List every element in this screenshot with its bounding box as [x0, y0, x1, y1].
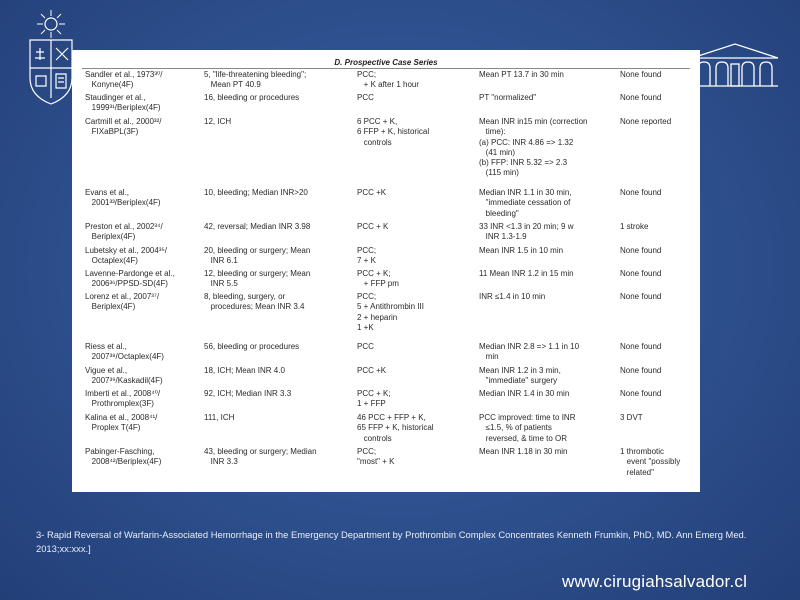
study-cell: Imberti et al., 2008⁴⁰/ Prothromplex(3F)	[85, 389, 161, 409]
patients-cell: 92, ICH; Median INR 3.3	[204, 389, 292, 398]
patients-cell: 12, ICH	[204, 117, 232, 126]
complication-cell: None reported	[620, 117, 672, 126]
treatment-cell: PCC	[357, 342, 374, 351]
treatment-cell: PCC; + K after 1 hour	[357, 70, 420, 90]
patients-cell: 42, reversal; Median INR 3.98	[204, 222, 311, 231]
case-series-table	[72, 50, 700, 492]
result-cell: 33 INR <1.3 in 20 min; 9 w INR 1.3-1.9	[479, 222, 574, 242]
result-cell: PT "normalized"	[479, 93, 537, 102]
result-cell: INR ≤1.4 in 10 min	[479, 292, 546, 301]
result-cell: Median INR 1.1 in 30 min, "immediate cessation of bleeding"	[479, 188, 572, 218]
patients-cell: 20, bleeding or surgery; Mean INR 6.1	[204, 246, 311, 266]
patients-cell: 18, ICH; Mean INR 4.0	[204, 366, 285, 375]
complication-cell: None found	[620, 70, 662, 79]
study-cell: Kalina et al., 2008⁴¹/ Proplex T(4F)	[85, 413, 158, 433]
treatment-cell: PCC; 7 + K	[357, 246, 377, 266]
complication-cell: None found	[620, 93, 662, 102]
complication-cell: None found	[620, 342, 662, 351]
study-cell: Sandler et al., 1973³⁰/ Konyne(4F)	[85, 70, 163, 90]
table-title: D. Prospective Case Series	[334, 58, 438, 67]
study-cell: Lubetsky et al., 2004³⁵/ Octaplex(4F)	[85, 246, 168, 266]
result-cell: Median INR 2.8 => 1.1 in 10 min	[479, 342, 580, 362]
result-cell: Mean INR 1.2 in 3 min, "immediate" surgery	[479, 366, 561, 386]
result-cell: Mean INR 1.5 in 10 min	[479, 246, 564, 255]
treatment-cell: PCC +K	[357, 366, 387, 375]
treatment-cell: PCC; "most" + K	[357, 447, 395, 467]
treatment-cell: PCC	[357, 93, 374, 102]
patients-cell: 5, "life-threatening bleeding"; Mean PT 40.9	[204, 70, 307, 90]
website-url: www.cirugiahsalvador.cl	[562, 572, 748, 591]
complication-cell: 1 stroke	[620, 222, 649, 231]
patients-cell: 43, bleeding or surgery; Median INR 3.3	[204, 447, 317, 467]
reference-caption: 3- Rapid Reversal of Warfarin-Associated Hemorrhage in the Emergency Department by Prothrombin Complex Concentrates Kenneth Frumkin, PhD, MD. Ann Emerg Med. 2013;xx:xxx.]	[36, 529, 747, 554]
study-cell: Lorenz et al., 2007³⁷/ Beriplex(4F)	[85, 292, 160, 312]
patients-cell: 16, bleeding or procedures	[204, 93, 300, 102]
result-cell: Mean INR in15 min (correction time): (a) PCC: INR 4.86 => 1.32 (41 min) (b) FFP: INR 5.32 => 2.3 (115 min)	[479, 117, 588, 178]
complication-cell: None found	[620, 269, 662, 278]
study-cell: Pabinger-Fasching, 2008⁴²/Beriplex(4F)	[85, 447, 162, 467]
study-cell: Lavenne-Pardonge et al., 2006³⁶/PPSD-SD(4F)	[85, 269, 175, 289]
patients-cell: 111, ICH	[204, 413, 235, 422]
complication-cell: None found	[620, 292, 662, 301]
result-cell: 11 Mean INR 1.2 in 15 min	[479, 269, 574, 278]
complication-cell: None found	[620, 366, 662, 375]
treatment-cell: 46 PCC + FFP + K, 65 FFP + K, historical controls	[357, 413, 434, 443]
treatment-cell: 6 PCC + K, 6 FFP + K, historical controls	[357, 117, 430, 147]
complication-cell: None found	[620, 246, 662, 255]
study-cell: Vigue et al., 2007³⁹/Kaskadil(4F)	[85, 366, 163, 386]
treatment-cell: PCC + K; + FFP pm	[357, 269, 399, 289]
study-cell: Evans et al., 2001³³/Beriplex(4F)	[85, 188, 161, 208]
study-cell: Preston et al., 2002³⁴/ Beriplex(4F)	[85, 222, 163, 242]
patients-cell: 56, bleeding or procedures	[204, 342, 300, 351]
title-divider	[82, 68, 690, 69]
treatment-cell: PCC + K; 1 + FFP	[357, 389, 391, 409]
treatment-cell: PCC; 5 + Antithrombin III 2 + heparin 1 +K	[357, 292, 424, 332]
study-cell: Cartmill et al., 2000³²/ FIXaBPL(3F)	[85, 117, 162, 137]
result-cell: PCC improved: time to INR ≤1.5, % of patients reversed, & time to OR	[479, 413, 576, 443]
study-cell: Riess et al., 2007³⁸/Octaplex(4F)	[85, 342, 164, 362]
patients-cell: 10, bleeding; Median INR>20	[204, 188, 308, 197]
complication-cell: None found	[620, 389, 662, 398]
result-cell: Mean PT 13.7 in 30 min	[479, 70, 564, 79]
complication-cell: None found	[620, 188, 662, 197]
hospital-building-icon	[690, 40, 780, 90]
result-cell: Median INR 1.4 in 30 min	[479, 389, 570, 398]
study-cell: Staudinger et al., 1999³¹/Beriplex(4F)	[85, 93, 161, 113]
complication-cell: 1 thrombotic event "possibly related"	[620, 447, 681, 477]
treatment-cell: PCC +K	[357, 188, 387, 197]
result-cell: Mean INR 1.18 in 30 min	[479, 447, 568, 456]
treatment-cell: PCC + K	[357, 222, 389, 231]
patients-cell: 8, bleeding, surgery, or procedures; Mean INR 3.4	[204, 292, 305, 312]
complication-cell: 3 DVT	[620, 413, 643, 422]
patients-cell: 12, bleeding or surgery; Mean INR 5.5	[204, 269, 311, 289]
